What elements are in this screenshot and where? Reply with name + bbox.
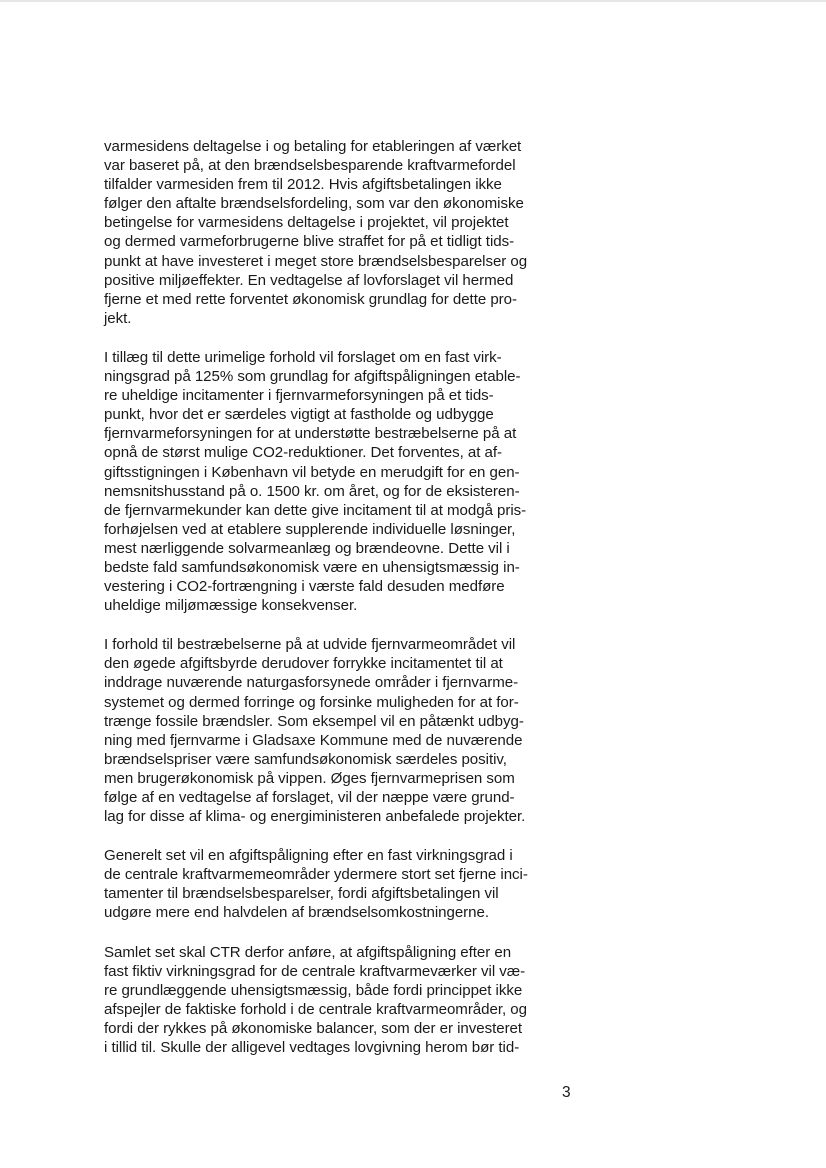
body-text (104, 137, 584, 1077)
paragraph-4 (104, 846, 584, 922)
paragraph-1 (104, 137, 584, 328)
text-line: varmesidens deltagelse i og betaling for etableringen af værket (104, 138, 522, 155)
text-line: afspejler de faktiske forhold i de centrale kraftvarmeområder, og (104, 1000, 527, 1018)
text-line: tilfalder varmesiden frem til 2012. Hvis afgiftsbetalingen ikke (104, 176, 502, 194)
text-line: re uheldige incitamenter i fjernvarmeforsyningen på et tids- (104, 387, 494, 405)
text-line: følge af en vedtagelse af forslaget, vil der næppe være grund- (104, 789, 515, 806)
text-line: brændselspriser være samfundsøkonomisk særdeles positiv, (104, 750, 507, 768)
text-line: mest nærliggende solvarmeanlæg og brændeovne. Dette vil i (104, 539, 510, 557)
text-line: bedste fald samfundsøkonomisk være en uhensigtsmæssig in- (104, 558, 520, 576)
text-line: følger den aftalte brændselsfordeling, som var den økonomiske (104, 195, 524, 213)
text-line: var baseret på, at den brændselsbesparende kraftvarmefordel (104, 157, 516, 175)
text-line: ningsgrad på 125% som grundlag for afgiftspåligningen etable- (104, 368, 521, 386)
text-line: jekt. (104, 309, 132, 327)
text-line: fordi der rykkes på økonomiske balancer, som der er investeret (104, 1019, 523, 1037)
page-number: 3 (562, 1084, 571, 1101)
text-line: udgøre mere end halvdelen af brændselsomkostningerne. (104, 904, 489, 922)
paragraph-2 (104, 348, 584, 615)
text-line: den øgede afgiftsbyrde derudover forrykke incitamentet til at (104, 655, 503, 673)
text-line: men brugerøkonomisk på vippen. Øges fjernvarmeprisen som (104, 769, 515, 787)
text-line: i tillid til. Skulle der alligevel vedtages lovgivning herom bør tid- (104, 1039, 520, 1057)
text-line: inddrage nuværende naturgasforsynede områder i fjernvarme- (104, 674, 519, 692)
text-line: giftsstigningen i København vil betyde en merudgift for en gen- (104, 463, 520, 481)
text-line: I tillæg til dette urimelige forhold vil forslaget om en fast virk- (104, 348, 502, 366)
text-line: Samlet set skal CTR derfor anføre, at afgiftspåligning efter en (104, 943, 512, 961)
text-line: vestering i CO2-fortrængning i værste fald desuden medføre (104, 578, 505, 596)
text-line: opnå de størst mulige CO2-reduktioner. Det forventes, at af- (104, 444, 503, 462)
text-line: trænge fossile brændsler. Som eksempel vil en påtænkt udbyg- (104, 712, 524, 730)
paragraph-5 (104, 943, 584, 1058)
text-line: de centrale kraftvarmemeområder ydermere stort set fjerne inci- (104, 866, 528, 884)
text-line: fjernvarmeforsyningen for at understøtte bestræbelserne på at (104, 425, 517, 443)
text-line: punkt, hvor det er særdeles vigtigt at fastholde og udbygge (104, 406, 494, 424)
text-line: og dermed varmeforbrugerne blive straffet for på et tidligt tids- (104, 233, 515, 251)
scan-top-edge (0, 0, 826, 2)
text-line: Generelt set vil en afgiftspåligning efter en fast virkningsgrad i (104, 847, 513, 865)
text-line: nemsnitshusstand på o. 1500 kr. om året, og for de eksisteren- (104, 482, 520, 500)
text-line: punkt at have investeret i meget store brændselsbesparelser og (104, 252, 528, 270)
text-line: positive miljøeffekter. En vedtagelse af lovforslaget vil hermed (104, 271, 514, 289)
text-line: forhøjelsen ved at etablere supplerende individuelle løsninger, (104, 520, 516, 538)
paragraph-3 (104, 635, 584, 826)
text-line: de fjernvarmekunder kan dette give incitament til at modgå pris- (104, 501, 527, 519)
text-line: systemet og dermed forringe og forsinke muligheden for at for- (104, 693, 519, 711)
text-line: re grundlæggende uhensigtsmæssig, både fordi princippet ikke (104, 981, 523, 999)
text-line: fast fiktiv virkningsgrad for de centrale kraftvarmeværker vil væ- (104, 962, 526, 980)
text-line: betingelse for varmesidens deltagelse i projektet, vil projektet (104, 214, 509, 232)
text-line: tamenter til brændselsbesparelser, fordi afgiftsbetalingen vil (104, 885, 499, 903)
text-line: uheldige miljømæssige konsekvenser. (104, 597, 358, 615)
text-line: fjerne et med rette forventet økonomisk grundlag for dette pro- (104, 290, 517, 308)
text-line: I forhold til bestræbelserne på at udvide fjernvarmeområdet vil (104, 636, 516, 654)
text-line: lag for disse af klima- og energiministeren anbefalede projekter. (104, 808, 526, 826)
text-line: ning med fjernvarme i Gladsaxe Kommune med de nuværende (104, 731, 523, 749)
